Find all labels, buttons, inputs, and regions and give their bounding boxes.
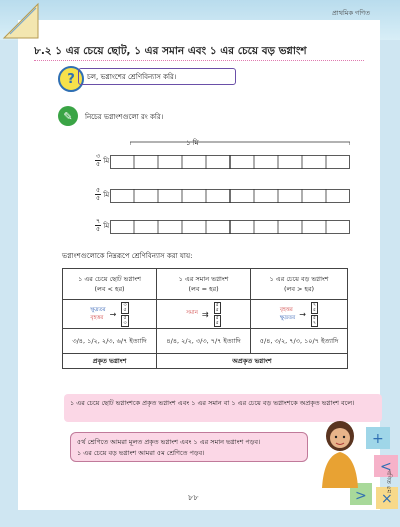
- fraction-bar-3: [110, 220, 350, 234]
- pencil-icon: ✎: [58, 106, 78, 126]
- fraction-bar-1: [110, 155, 350, 169]
- classification-note: ভগ্নাংশগুলোকে নিম্নরূপে শ্রেণিবিন্যাস করা যায়:: [62, 252, 193, 260]
- question-prompt: চল, ভগ্নাংশের শ্রেণিবিন্যাস করি।: [78, 68, 236, 85]
- col2-head: ১ এর সমান ভগ্নাংশ (লব = হর): [157, 269, 251, 300]
- improper-fraction-label: অপ্রকৃত ভগ্নাংশ: [157, 354, 348, 369]
- col3-compare: বৃহত্তর ক্ষুদ্রতর → ৭ ৫ ৫ ৭: [251, 300, 348, 329]
- row-label-1: $\frac{৩}{৫}$ মি: [96, 152, 110, 168]
- svg-text:>: >: [355, 488, 367, 504]
- definition-box: ১ এর চেয়ে ছোট ভগ্নাংশকে প্রকৃত ভগ্নাংশ এবং ১ এর সমান বা ১ এর চেয়ে বড় ভগ্নাংশকে অপ্রকৃত ভগ্নাংশ বলে।: [64, 394, 382, 422]
- book-header: প্রাথমিক গণিত: [332, 9, 370, 17]
- page-number: ৮৮: [188, 493, 199, 502]
- col2-examples: ৪/৪, ২/২, ৩/৩, ৭/৭ ইত্যাদি: [157, 329, 251, 354]
- meter-label: ১ মি: [186, 139, 199, 147]
- girl-illustration: [310, 418, 370, 488]
- col3-examples: ৫/৪, ৩/২, ৭/৩, ১০/৭ ইত্যাদি: [251, 329, 348, 354]
- svg-text:<: <: [380, 459, 392, 475]
- svg-text:×: ×: [381, 491, 393, 507]
- row-label-2: $\frac{৫}{৫}$ মি: [96, 186, 110, 202]
- classification-table: [62, 268, 348, 369]
- section-title: ৮.২ ১ এর চেয়ে ছোট, ১ এর সমান এবং ১ এর চেয়ে বড় ভগ্নাংশ: [34, 44, 307, 61]
- instruction-text: নিচের ভগ্নাংশগুলো রং করি।: [85, 113, 164, 121]
- side-label: গণিত ৫ম: [385, 470, 392, 493]
- col1-head: ১ এর চেয়ে ছোট ভগ্নাংশ (লব < হর): [63, 269, 157, 300]
- row-label-3: $\frac{৭}{৫}$ মি: [96, 217, 110, 233]
- fraction-bar-2: [110, 189, 350, 203]
- question-icon: ?: [58, 66, 84, 92]
- col2-compare: সমান ⇉ ৫ ৫ ৫ ৫: [157, 300, 251, 329]
- col1-compare: ক্ষুদ্রতর বৃহত্তর → ৩ ৫ ৫ ৩: [63, 300, 157, 329]
- svg-text:+: +: [372, 431, 384, 447]
- meter-brace: [130, 141, 350, 145]
- col3-head: ১ এর চেয়ে বড় ভগ্নাংশ (লব > হর): [251, 269, 348, 300]
- col1-examples: ৩/৪, ১/২, ২/৩, ৬/৭ ইত্যাদি: [63, 329, 157, 354]
- speech-bubble: ৫র্থ শ্রেণিতে আমরা মূলত প্রকৃত ভগ্নাংশ এবং ১ এর সমান ভগ্নাংশ পড়ব। ১ এর চেয়ে বড় ভগ্নাংশ আমরা ৫ম শ্রেণিতে পড়ব।: [70, 432, 308, 462]
- proper-fraction-label: প্রকৃত ভগ্নাংশ: [63, 354, 157, 369]
- ruler-triangle-icon: [2, 2, 40, 40]
